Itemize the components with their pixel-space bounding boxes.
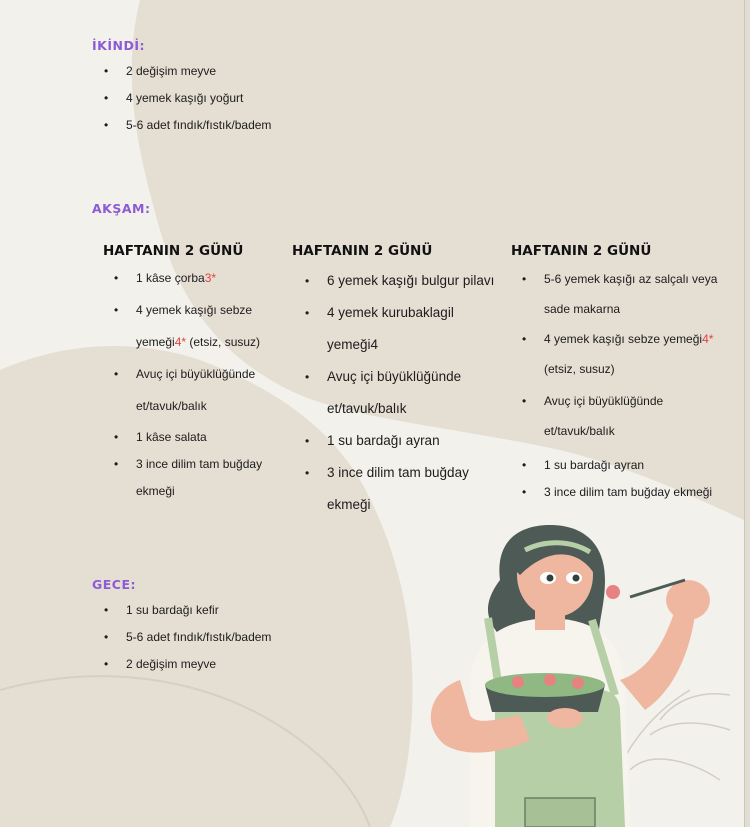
list-item: • 6 yemek kaşığı bulgur pilavı <box>305 265 505 297</box>
list-item: • 3 ince dilim tam buğday ekmeği <box>522 479 734 506</box>
gece-list <box>104 597 271 678</box>
list-item: • 1 su bardağı kefir <box>104 597 271 624</box>
list-item: • 1 kâse çorba3* <box>114 262 289 294</box>
list-item: • 4 yemek kaşığı yoğurt <box>104 85 271 112</box>
list-item: • Avuç içi büyüklüğünde et/tavuk/balık <box>114 358 289 422</box>
aksam-heading: AKŞAM: <box>92 201 151 216</box>
woman-eating-salad-icon <box>400 520 744 827</box>
list-item: • 5-6 adet fındık/fıstık/badem <box>104 624 271 651</box>
list-item: • 4 yemek kaşığı sebze yemeği4* (etsiz, susuz) <box>114 294 289 358</box>
list-item: • 1 su bardağı ayran <box>522 452 734 479</box>
list-item: • 3 ince dilim tam buğday ekmeği <box>305 457 505 521</box>
list-item: • 2 değişim meyve <box>104 651 271 678</box>
list-item: • 1 kâse salata <box>114 424 289 451</box>
aksam-col3-list <box>522 264 734 506</box>
aksam-col1-list <box>114 262 289 505</box>
aksam-col2-list <box>305 265 505 521</box>
list-item: • 4 yemek kurubaklagil yemeği4 <box>305 297 505 361</box>
list-item: • Avuç içi büyüklüğünde et/tavuk/balık <box>305 361 505 425</box>
list-item: • 2 değişim meyve <box>104 58 271 85</box>
aksam-col3-heading: HAFTANIN 2 GÜNÜ <box>511 243 652 259</box>
list-item: • 3 ince dilim tam buğday ekmeği <box>114 451 289 505</box>
ikindi-list <box>104 58 271 139</box>
aksam-col1-heading: HAFTANIN 2 GÜNÜ <box>103 243 244 259</box>
list-item: • 5-6 adet fındık/fıstık/badem <box>104 112 271 139</box>
ikindi-heading: İKİNDİ: <box>92 38 145 53</box>
list-item: • 1 su bardağı ayran <box>305 425 505 457</box>
list-item: • 5-6 yemek kaşığı az salçalı veya sade makarna <box>522 264 734 324</box>
list-item: • 4 yemek kaşığı sebze yemeği4* (etsiz, susuz) <box>522 324 734 384</box>
gece-heading: GECE: <box>92 577 137 592</box>
aksam-col2-heading: HAFTANIN 2 GÜNÜ <box>292 243 433 259</box>
list-item: • Avuç içi büyüklüğünde et/tavuk/balık <box>522 386 734 446</box>
